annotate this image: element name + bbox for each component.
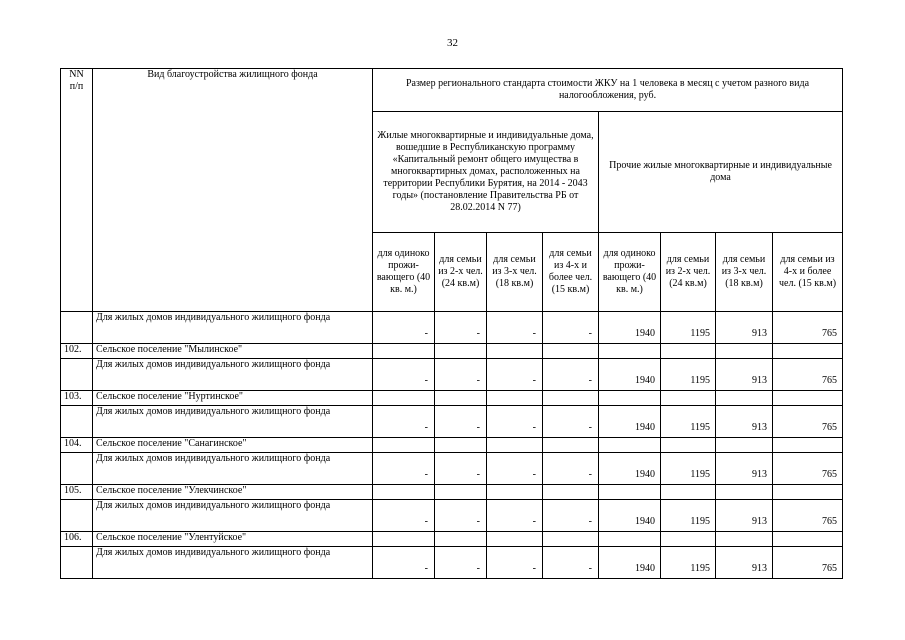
row-number: [61, 500, 93, 532]
row-label: Для жилых домов индивидуального жилищного фонда: [93, 547, 373, 579]
tariff-table: [60, 68, 843, 579]
table-group-row: [61, 391, 843, 406]
value-cell: 765: [773, 359, 843, 391]
value-cell: 1195: [661, 406, 716, 438]
value-cell: -: [487, 500, 543, 532]
empty-cell: [435, 391, 487, 406]
empty-cell: [661, 438, 716, 453]
header-sub-other-2: для семьи из 2-х чел. (24 кв.м): [661, 233, 716, 312]
value-cell: -: [373, 453, 435, 485]
table-row: [61, 453, 843, 485]
value-cell: 1195: [661, 547, 716, 579]
empty-cell: [373, 532, 435, 547]
empty-cell: [543, 438, 599, 453]
empty-cell: [373, 344, 435, 359]
value-cell: -: [543, 312, 599, 344]
value-cell: -: [373, 500, 435, 532]
empty-cell: [435, 532, 487, 547]
value-cell: 913: [716, 500, 773, 532]
value-cell: -: [543, 406, 599, 438]
value-cell: 1195: [661, 359, 716, 391]
value-cell: -: [435, 312, 487, 344]
header-sub-other-4: для семьи из 4-х и более чел. (15 кв.м): [773, 233, 843, 312]
value-cell: -: [487, 312, 543, 344]
value-cell: -: [435, 453, 487, 485]
empty-cell: [435, 485, 487, 500]
value-cell: -: [487, 547, 543, 579]
value-cell: 1195: [661, 312, 716, 344]
table-group-row: [61, 532, 843, 547]
table-row: [61, 312, 843, 344]
table-group-row: [61, 485, 843, 500]
empty-cell: [487, 391, 543, 406]
row-number: 102.: [61, 344, 93, 359]
value-cell: -: [543, 547, 599, 579]
row-label: Для жилых домов индивидуального жилищного фонда: [93, 406, 373, 438]
value-cell: 1940: [599, 547, 661, 579]
empty-cell: [487, 485, 543, 500]
empty-cell: [487, 438, 543, 453]
value-cell: 913: [716, 359, 773, 391]
value-cell: -: [435, 500, 487, 532]
empty-cell: [716, 391, 773, 406]
value-cell: -: [435, 406, 487, 438]
value-cell: 1195: [661, 453, 716, 485]
value-cell: 765: [773, 547, 843, 579]
empty-cell: [773, 485, 843, 500]
empty-cell: [487, 532, 543, 547]
empty-cell: [435, 344, 487, 359]
header-standard: Размер регионального стандарта стоимости ЖКУ на 1 человека в месяц с учетом разного вида налогообложения, руб.: [373, 69, 843, 112]
value-cell: 1940: [599, 453, 661, 485]
empty-cell: [599, 438, 661, 453]
empty-cell: [773, 391, 843, 406]
empty-cell: [599, 391, 661, 406]
value-cell: 765: [773, 500, 843, 532]
row-number: 106.: [61, 532, 93, 547]
value-cell: 1940: [599, 406, 661, 438]
header-sub-program-2: для семьи из 2-х чел. (24 кв.м): [435, 233, 487, 312]
row-label: Для жилых домов индивидуального жилищного фонда: [93, 359, 373, 391]
value-cell: 1940: [599, 359, 661, 391]
empty-cell: [543, 532, 599, 547]
settlement-name: Сельское поселение "Нуртинское": [93, 391, 373, 406]
empty-cell: [716, 438, 773, 453]
empty-cell: [599, 532, 661, 547]
value-cell: -: [487, 359, 543, 391]
value-cell: -: [373, 312, 435, 344]
empty-cell: [716, 485, 773, 500]
value-cell: 1940: [599, 500, 661, 532]
empty-cell: [661, 485, 716, 500]
value-cell: 913: [716, 312, 773, 344]
empty-cell: [716, 344, 773, 359]
header-group-program: Жилые многоквартирные и индивидуальные дома, вошедшие в Республиканскую программу «Капитальный ремонт общего имущества в многоквартирных домах, расположенных на территории Республики Бурятия, на 2014 - 2043 годы» (постановление Правительства РБ от 28.02.2014 N 77): [373, 112, 599, 233]
settlement-name: Сельское поселение "Улекчинское": [93, 485, 373, 500]
table-row: [61, 359, 843, 391]
settlement-name: Сельское поселение "Улентуйское": [93, 532, 373, 547]
empty-cell: [661, 391, 716, 406]
value-cell: -: [373, 359, 435, 391]
value-cell: -: [487, 453, 543, 485]
header-sub-program-3: для семьи из 3-х чел. (18 кв.м): [487, 233, 543, 312]
settlement-name: Сельское поселение "Санагинское": [93, 438, 373, 453]
value-cell: -: [373, 547, 435, 579]
header-sub-other-3: для семьи из 3-х чел. (18 кв.м): [716, 233, 773, 312]
value-cell: 913: [716, 406, 773, 438]
table-group-row: [61, 438, 843, 453]
empty-cell: [373, 485, 435, 500]
page-number: 32: [447, 37, 458, 49]
empty-cell: [435, 438, 487, 453]
value-cell: -: [543, 453, 599, 485]
header-type: Вид благоустройства жилищного фонда: [93, 69, 373, 312]
table-row: [61, 500, 843, 532]
row-number: 105.: [61, 485, 93, 500]
header-sub-other-1: для одиноко прожи-вающего (40 кв. м.): [599, 233, 661, 312]
value-cell: -: [435, 359, 487, 391]
row-number: [61, 547, 93, 579]
value-cell: -: [487, 406, 543, 438]
row-number: [61, 359, 93, 391]
value-cell: 913: [716, 547, 773, 579]
value-cell: -: [435, 547, 487, 579]
empty-cell: [773, 438, 843, 453]
empty-cell: [773, 532, 843, 547]
value-cell: -: [373, 406, 435, 438]
row-label: Для жилых домов индивидуального жилищного фонда: [93, 500, 373, 532]
empty-cell: [599, 344, 661, 359]
row-number: 103.: [61, 391, 93, 406]
header-num: NN п/п: [61, 69, 93, 312]
value-cell: 1940: [599, 312, 661, 344]
empty-cell: [373, 438, 435, 453]
value-cell: 913: [716, 453, 773, 485]
table-row: [61, 547, 843, 579]
value-cell: -: [543, 500, 599, 532]
empty-cell: [661, 344, 716, 359]
value-cell: 765: [773, 453, 843, 485]
value-cell: 765: [773, 312, 843, 344]
value-cell: 1195: [661, 500, 716, 532]
empty-cell: [543, 391, 599, 406]
value-cell: 765: [773, 406, 843, 438]
empty-cell: [543, 485, 599, 500]
row-label: Для жилых домов индивидуального жилищного фонда: [93, 312, 373, 344]
empty-cell: [543, 344, 599, 359]
header-sub-program-4: для семьи из 4-х и более чел. (15 кв.м): [543, 233, 599, 312]
empty-cell: [773, 344, 843, 359]
settlement-name: Сельское поселение "Мылинское": [93, 344, 373, 359]
row-number: [61, 453, 93, 485]
empty-cell: [599, 485, 661, 500]
value-cell: -: [543, 359, 599, 391]
header-sub-program-1: для одиноко прожи-вающего (40 кв. м.): [373, 233, 435, 312]
row-label: Для жилых домов индивидуального жилищного фонда: [93, 453, 373, 485]
row-number: 104.: [61, 438, 93, 453]
row-number: [61, 312, 93, 344]
table-row: [61, 406, 843, 438]
empty-cell: [487, 344, 543, 359]
header-group-other: Прочие жилые многоквартирные и индивидуальные дома: [599, 112, 843, 233]
row-number: [61, 406, 93, 438]
empty-cell: [373, 391, 435, 406]
empty-cell: [661, 532, 716, 547]
empty-cell: [716, 532, 773, 547]
table-group-row: [61, 344, 843, 359]
